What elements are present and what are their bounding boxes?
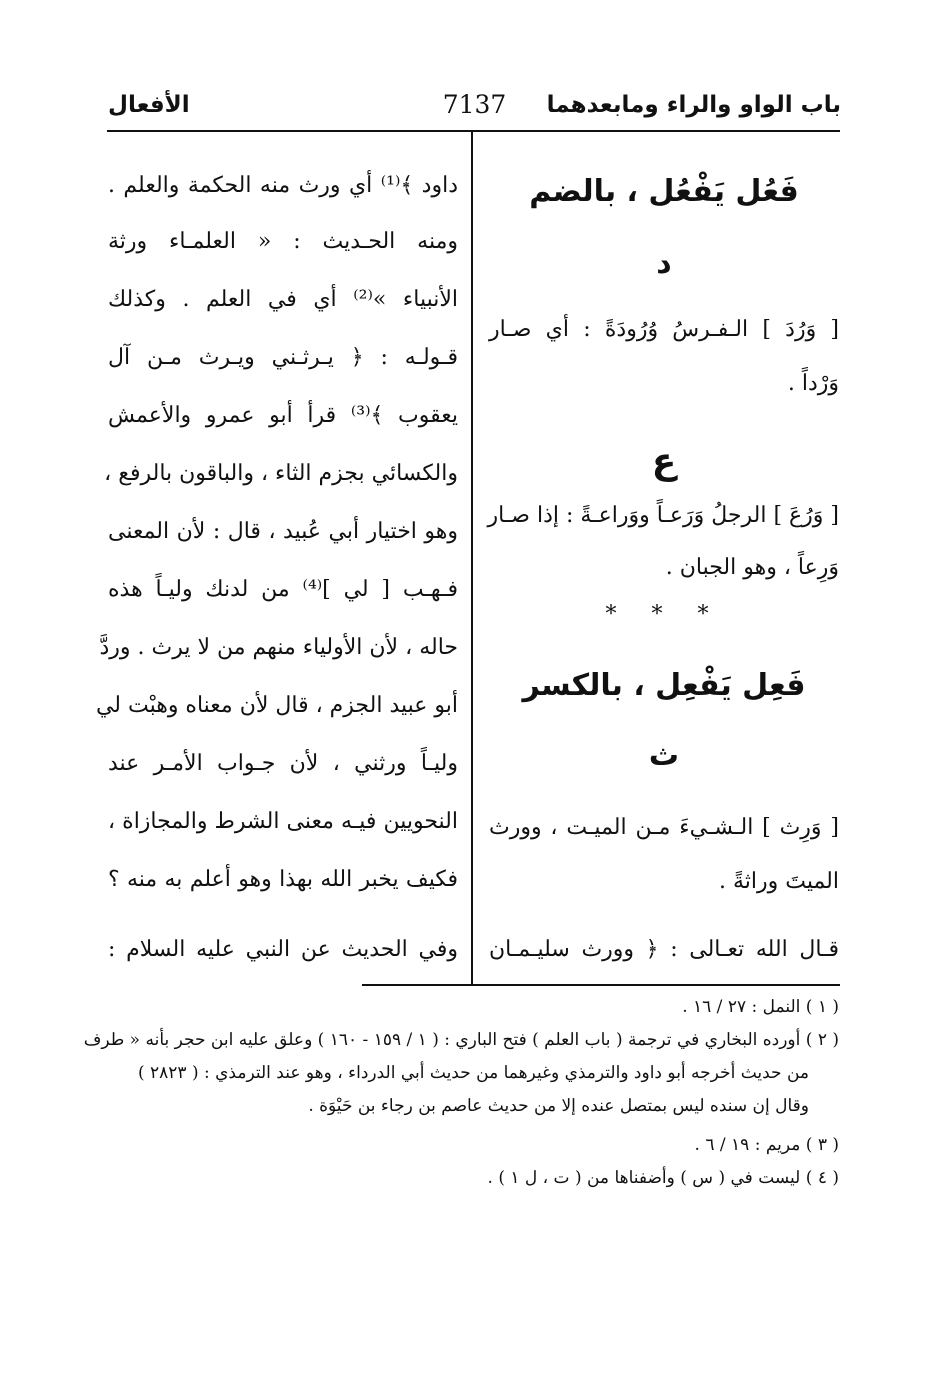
letter-tha: ث xyxy=(648,738,680,773)
column-bottom-rule xyxy=(470,984,840,986)
entry-warith-line-1: [ وَرِث ] الـشـيءَ مـن الميـت ، وورث xyxy=(489,815,839,840)
footnote-2-cont-2: وقال إن سنده ليس بمتصل عنده إلا من حديث عاصم بن رجاء بن حَيْوَة . xyxy=(308,1096,809,1116)
footnote-2: ( ٢ ) أورده البخاري في ترجمة ( باب العلم ) فتح الباري : ( ١ / ١٥٩ - ١٦٠ ) وعلق عليه ابن حجر بأنه « طرف xyxy=(83,1030,839,1050)
left-line-4: قـولـه : ﴿ يـرثـني ويـرث مـن آل xyxy=(108,345,458,370)
letter-ayn: ع xyxy=(651,441,677,482)
left-line-3: الأنبياء »⁽²⁾ أي في العلم . وكذلك xyxy=(108,287,459,312)
entry-warada-line-2: وَرْداً . xyxy=(787,371,839,396)
left-line-8: فـهـب [ لي ]⁽⁴⁾ من لدنك وليـاً هذه xyxy=(108,577,458,602)
entry-warith-line-3: قـال الله تعـالى : ﴿ وورث سليـمـان xyxy=(489,937,839,962)
left-line-13: فكيف يخبر الله بهذا وهو أعلم به منه ؟ xyxy=(108,867,458,892)
section-separator: * * * xyxy=(605,602,723,627)
footnote-rule xyxy=(362,984,472,986)
section-title: باب الواو والراء ومابعدهما xyxy=(546,92,841,118)
entry-waraa-line-1: [ وَرُعَ ] الرجلُ وَرَعـاً ووَراعـةً : إذا صـار xyxy=(487,503,839,528)
page-number: 7137 xyxy=(442,90,507,119)
header-rule xyxy=(107,130,840,132)
column-divider xyxy=(471,132,473,984)
footnote-2-cont-1: من حديث أخرجه أبو داود والترمذي وغيرهما من حديث أبي الدرداء ، وهو عند الترمذي : ( ٢٨٢٣ ) xyxy=(137,1063,809,1083)
left-line-14: وفي الحديث عن النبي عليه السلام : xyxy=(108,937,458,962)
footnote-3: ( ٣ ) مريم : ١٩ / ٦ . xyxy=(694,1135,839,1155)
entry-warith-line-2: الميتَ وراثةً . xyxy=(718,869,839,894)
heading-damm: فَعُل يَفْعُل ، بالضم xyxy=(529,174,799,209)
left-line-6: والكسائي بجزم الثاء ، والباقون بالرفع ، xyxy=(104,461,458,486)
footnote-4: ( ٤ ) ليست في ( س ) وأضفناها من ( ت ، ل ١ ) . xyxy=(487,1168,839,1188)
letter-dal: د xyxy=(656,246,672,281)
left-line-1: داود ﴾⁽¹⁾ أي ورث منه الحكمة والعلم . xyxy=(108,173,458,198)
left-line-2: ومنه الحـديث : « العلمـاء ورثة xyxy=(108,229,458,254)
left-line-10: أبو عبيد الجزم ، قال لأن معناه وهبْت لي xyxy=(95,693,458,718)
entry-warada-line-1: [ وَرُدَ ] الـفـرسُ وُرُودَةً : أي صـار xyxy=(489,317,839,342)
left-line-7: وهو اختيار أبي عُبيد ، قال : لأن المعنى xyxy=(108,519,458,544)
entry-waraa-line-2: وَرِعاً ، وهو الجبان . xyxy=(665,555,839,580)
left-line-11: وليـاً ورثني ، لأن جـواب الأمـر عند xyxy=(108,751,458,776)
heading-kasr: فَعِل يَفْعِل ، بالكسر xyxy=(522,668,806,703)
left-line-5: يعقوب ﴾⁽³⁾ قرأ أبو عمرو والأعمش xyxy=(108,403,459,428)
left-line-12: النحويين فيـه معنى الشرط والمجازاة ، xyxy=(108,809,458,834)
footnote-1: ( ١ ) النمل : ٢٧ / ١٦ . xyxy=(682,997,839,1017)
left-line-9: حاله ، لأن الأولياء منهم من لا يرث . وردَّ xyxy=(99,635,458,660)
book-part-title: الأفعال xyxy=(108,92,190,118)
